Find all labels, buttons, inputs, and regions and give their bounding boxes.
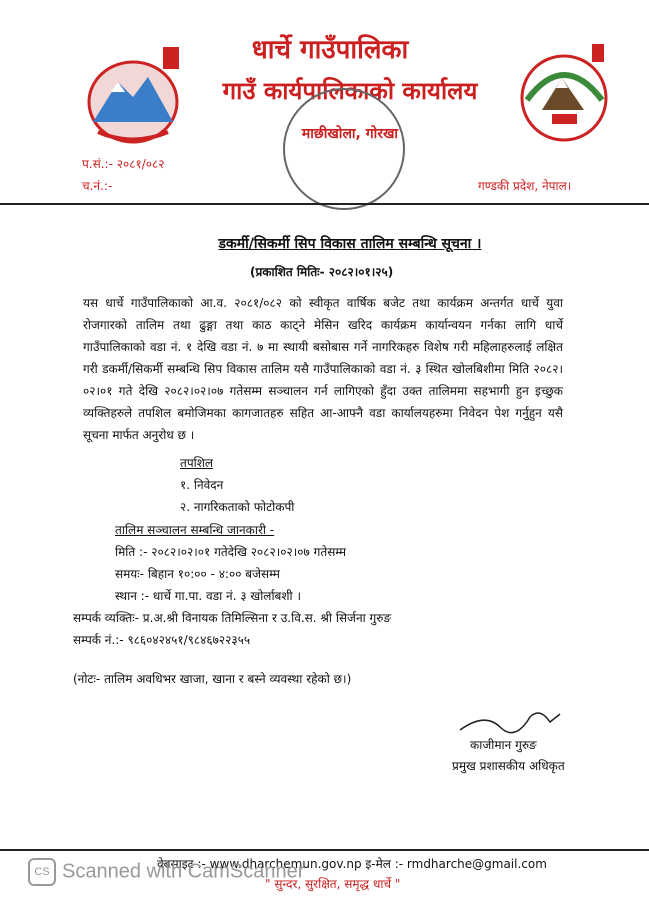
tapashil-item: १. निवेदन bbox=[180, 478, 224, 492]
office-address: माछीखोला, गोरखा bbox=[301, 126, 399, 142]
training-time: समयः- बिहान १०:०० - ४:०० बजेसम्म bbox=[115, 567, 280, 581]
contact-number: सम्पर्क नं.:- ९८६०४२४५१/९८४६७२२३५५ bbox=[73, 633, 251, 647]
training-place: स्थान :- धार्चे गा.पा. वडा नं. ३ खोर्लाबशी । bbox=[115, 589, 302, 603]
signatory-designation: प्रमुख प्रशासकीय अधिकृत bbox=[452, 759, 565, 773]
training-info-label: तालिम सञ्चालन सम्बन्धि जानकारी - bbox=[115, 523, 275, 537]
footer-motto: " सुन्दर, सुरक्षित, समृद्ध धार्चे " bbox=[265, 877, 401, 891]
notice-title: डकर्मी/सिकर्मी सिप विकास तालिम सम्बन्धि सूचना । bbox=[218, 236, 482, 252]
training-date: मिति :- २०८२।०२।०१ गतेदेखि २०८२।०२।०७ गतेसम्म bbox=[115, 545, 347, 559]
camscanner-text: Scanned with CamScanner bbox=[62, 860, 305, 883]
municipality-name: धार्चे गाउँपालिका bbox=[251, 35, 409, 65]
footer-contact: वेबसाइट :- www.dharchemun.gov.np इ-मेल :- rmdharche@gmail.com bbox=[157, 857, 547, 871]
province-label: गण्डकी प्रदेश, नेपाल। bbox=[478, 179, 572, 193]
header-divider bbox=[0, 203, 649, 205]
footer-divider bbox=[0, 849, 649, 851]
nepal-emblem bbox=[78, 42, 188, 152]
signatory-name: काजीमान गुरुङ bbox=[470, 738, 537, 752]
camscanner-watermark bbox=[28, 858, 304, 886]
office-stamp bbox=[283, 88, 405, 210]
tapashil-label: तपशिल bbox=[180, 456, 214, 470]
camscanner-icon: CS bbox=[28, 858, 56, 886]
note: (नोटः- तालिम अवधिभर खाजा, खाना र बस्ने व्यवस्था रहेको छ।) bbox=[73, 672, 352, 686]
contact-person: सम्पर्क व्यक्तिः- प्र.अ.श्री विनायक तिमिल्सिना र उ.वि.स. श्री सिर्जना गुरुङ bbox=[73, 611, 392, 625]
notice-body: यस धार्चे गाउँपालिकाको आ.व. २०८१/०८२ को स्वीकृत वार्षिक बजेट तथा कार्यक्रम अन्तर्गत धार्चे युवा रोजगारको तालिम तथा ढुङ्गा तथा काठ काट्ने मेसिन खरिद कार्यक्रम कार्यान्वयन गर्नका लागि धार्चे गाउँपालिकाको वडा नं. १ देखि वडा नं. ७ मा स्थायी बसोबास गर्ने नागरिकहरु विशेष गरी महिलाहरुलाई लक्षित गरी डकर्मी/सिकर्मी सम्बन्धि सिप विकास तालिम यसै गाउँपालिकाको वडा नं. ३ स्थित खोलबिशीमा मिति २०८२।०२।०१ गते देखि २०८२।०२।०७ गतेसम्म सञ्चालन गर्न लागिएको हुँदा उक्त तालिममा सहभागी हुन इच्छुक व्यक्तिहरुले तपशिल बमोजिमका कागजातहरु सहित आ-आफ्नै वडा कार्यालयहरुमा निवेदन पेश गर्नुहुन यसै सूचना मार्फत अनुरोध छ । bbox=[83, 296, 563, 442]
municipality-emblem bbox=[512, 40, 617, 150]
reference-number: प.सं.:- २०८१/०८२ bbox=[82, 157, 165, 171]
office-name: गाउँ कार्यपालिकाको कार्यालय bbox=[222, 77, 478, 105]
tapashil-item: २. नागरिकताको फोटोकपी bbox=[180, 500, 295, 514]
dispatch-number: च.नं.:- bbox=[82, 179, 113, 193]
published-date: (प्रकाशित मितिः- २०८२।०१।२५) bbox=[250, 265, 394, 279]
